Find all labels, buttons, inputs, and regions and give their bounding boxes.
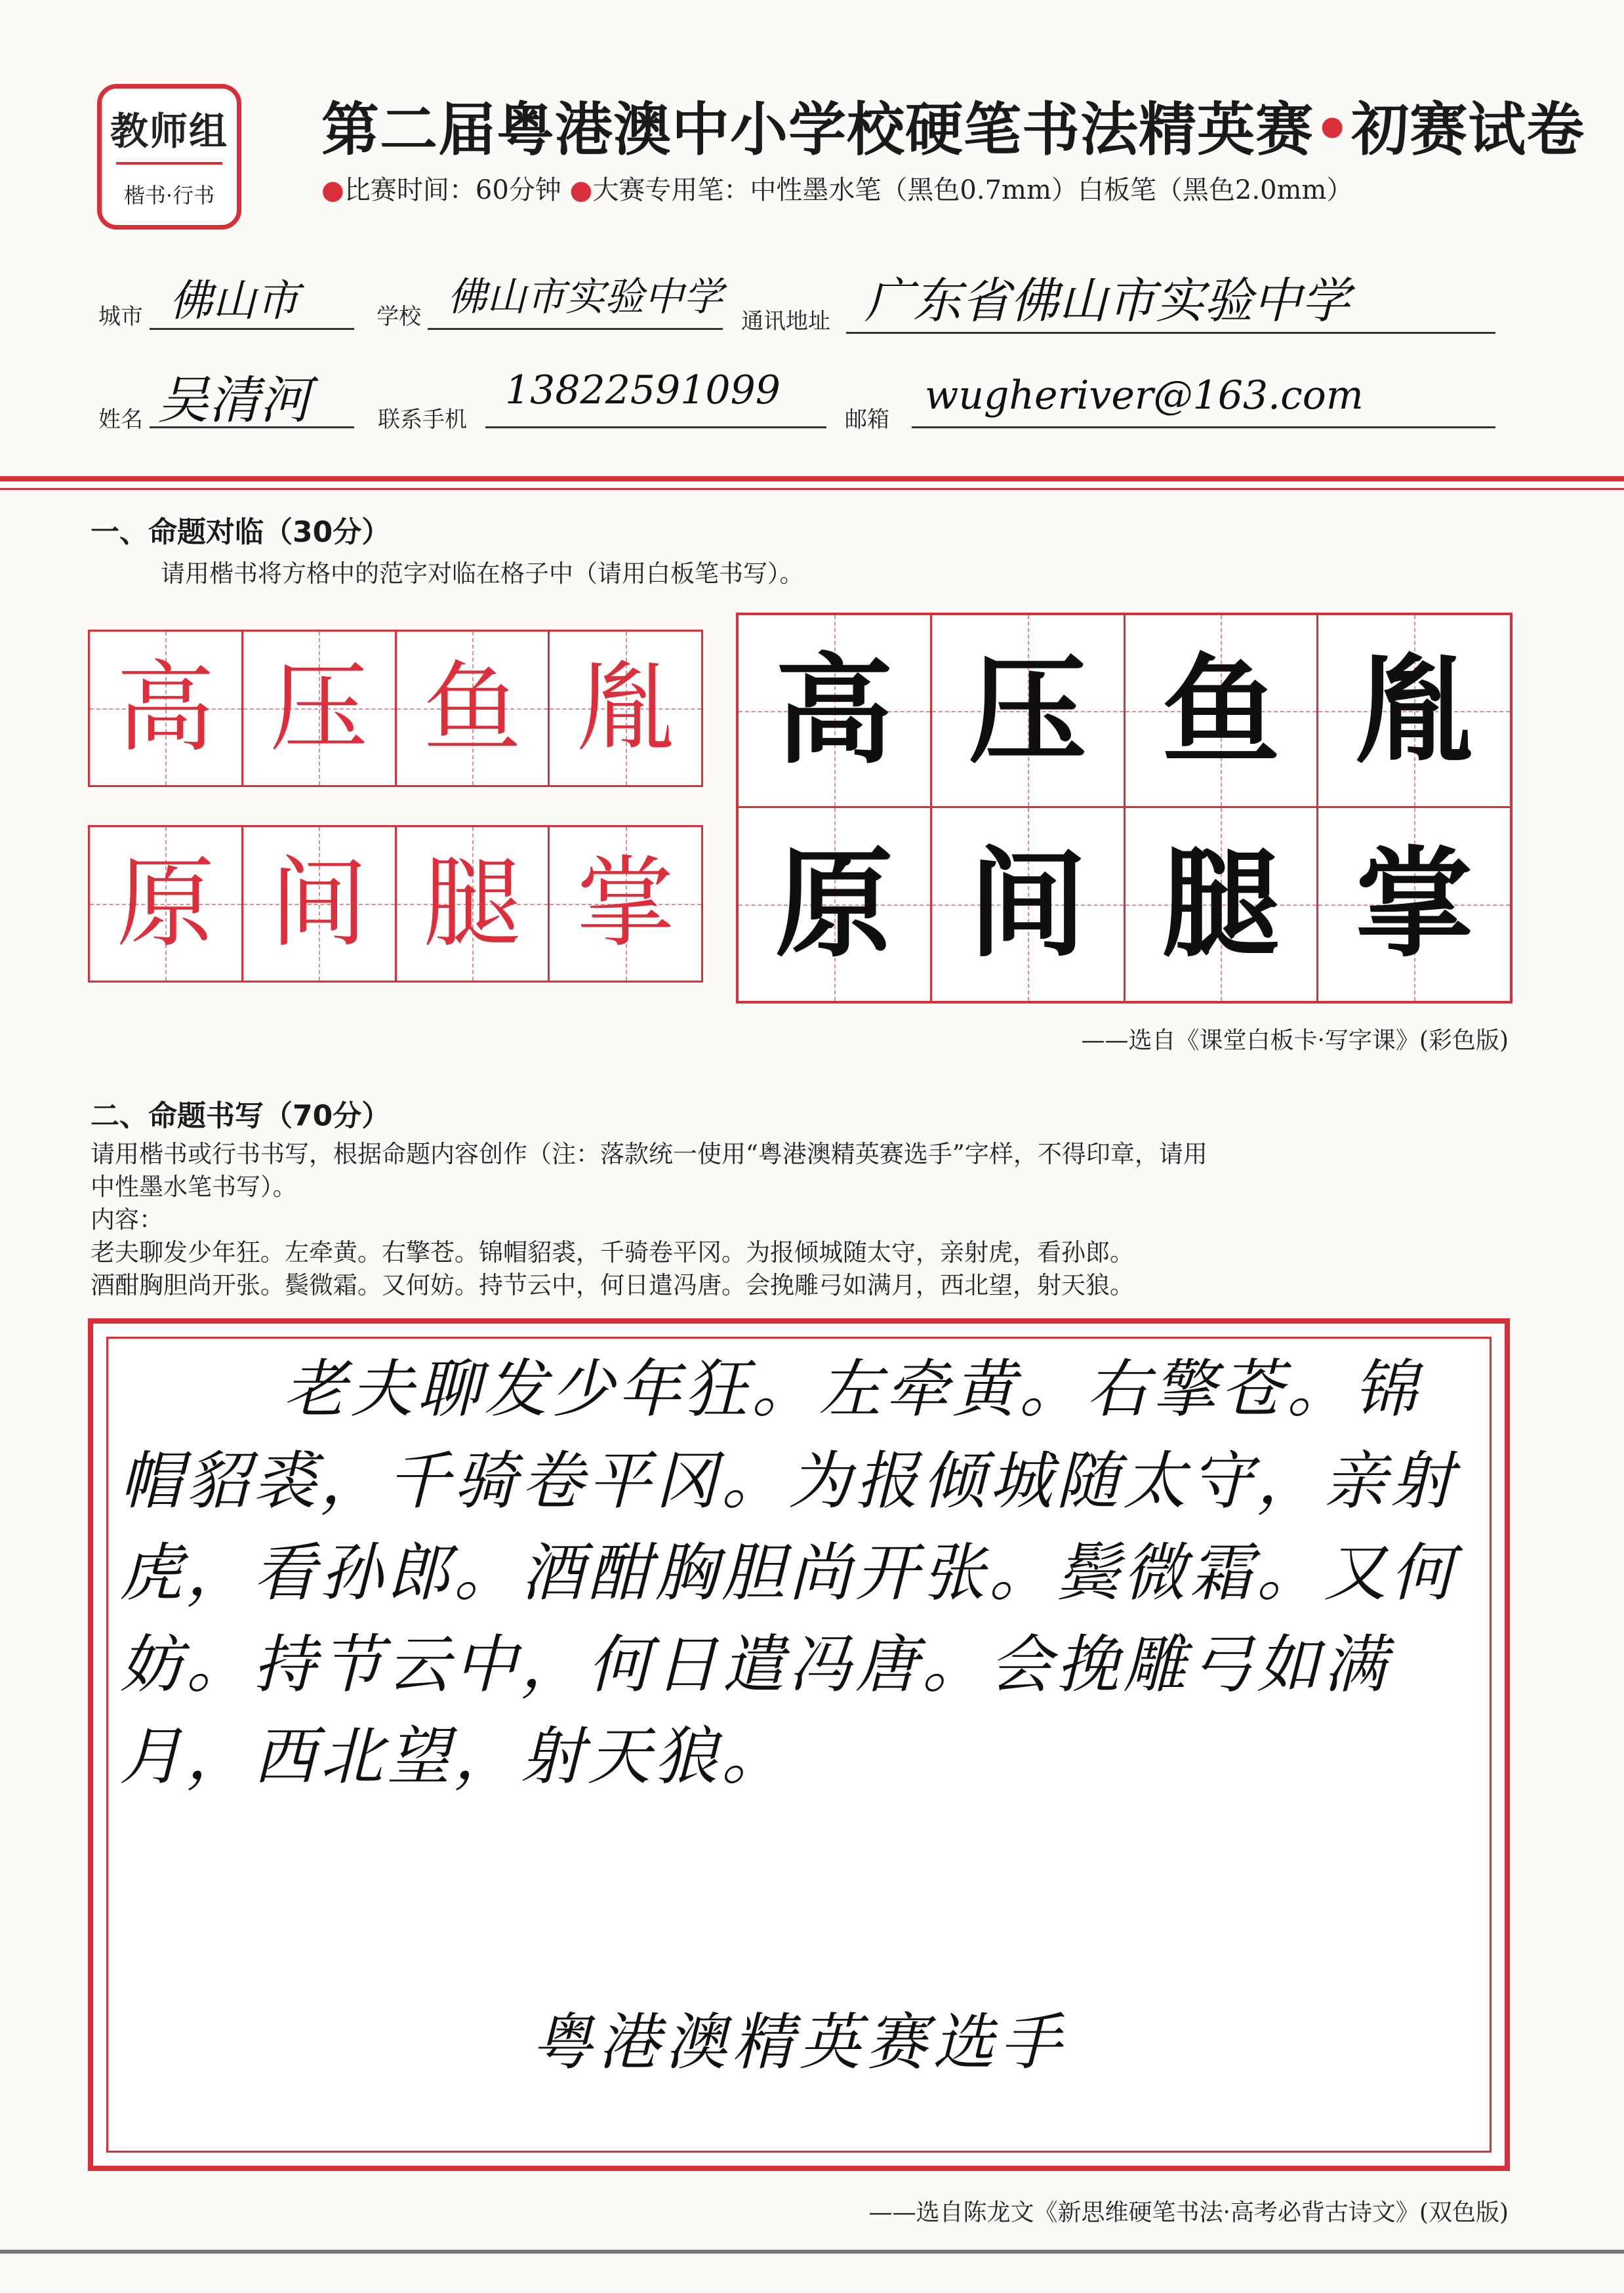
copy-cell[interactable]: [1318, 808, 1510, 1001]
writing-area[interactable]: [88, 1318, 1510, 2171]
model-char: 掌: [576, 847, 675, 961]
school-value[interactable]: 佛山市实验中学: [447, 274, 723, 320]
copy-grid-row1: [739, 615, 1510, 808]
city-label: 城市: [98, 304, 143, 330]
copy-char: 高: [775, 641, 893, 780]
title-tail: 初赛试卷: [1351, 96, 1585, 163]
exam-subtitle: [321, 169, 1515, 209]
email-value[interactable]: wugheriver@163.com: [925, 373, 1364, 418]
badge-subtitle: 楷书·行书: [123, 183, 215, 208]
copy-grid: [736, 613, 1512, 1004]
model-cell: [397, 632, 550, 785]
footer-rule: [0, 2250, 1624, 2254]
copy-cell[interactable]: [1126, 615, 1319, 806]
name-underline: [150, 426, 354, 428]
copy-char: 胤: [1355, 641, 1474, 780]
model-char: 腿: [422, 847, 521, 961]
model-cell: [243, 827, 397, 981]
school-underline: [428, 328, 723, 330]
copy-cell[interactable]: [1318, 615, 1510, 806]
name-value[interactable]: 吴清河: [157, 371, 312, 430]
address-label: 通讯地址: [741, 308, 830, 335]
header-separator: [0, 476, 1624, 481]
exam-time: 比赛时间：60分钟: [344, 175, 561, 205]
instruction-line: 中性墨水笔书写）。: [91, 1173, 297, 1201]
copy-cell[interactable]: [739, 615, 932, 806]
content-label: 内容：: [91, 1206, 163, 1234]
bullet-icon: ●: [321, 175, 344, 205]
copy-char: 腿: [1162, 835, 1280, 973]
content-line: 老夫聊发少年狂。左牵黄。右擎苍。锦帽貂裘，千骑卷平冈。为报倾城随太守，亲射虎，看孙郎。: [91, 1238, 1134, 1267]
copy-char: 掌: [1355, 835, 1474, 973]
model-cell: [397, 827, 550, 981]
badge-divider: [116, 162, 222, 165]
copy-cell[interactable]: [932, 615, 1126, 806]
bullet-icon: ●: [569, 175, 593, 205]
model-char: 高: [116, 651, 215, 765]
model-char: 压: [270, 651, 369, 765]
section2-instructions: [91, 1138, 1533, 1302]
handwritten-poem: 老夫聊发少年狂。左牵黄。右擎苍。锦帽貂裘，千骑卷平冈。为报倾城随太守，亲射虎，看孙郎。酒酣胸胆尚开张。鬓微霜。又何妨。持节云中，何日遣冯唐。会挽雕弓如满月，西北望，射天狼。: [119, 1352, 1457, 1793]
page-title: [321, 84, 1585, 163]
signature: 粤港澳精英赛选手: [531, 2007, 1066, 2079]
instruction-line: 请用楷书或行书书写，根据命题内容创作（注：落款统一使用“粤港澳精英赛选手”字样，不得印章，请用: [91, 1140, 1208, 1168]
model-char: 间: [270, 847, 369, 961]
section1-heading: 一、命题对临（30分）: [91, 516, 391, 549]
copy-char: 鱼: [1162, 641, 1280, 780]
copy-char: 压: [968, 641, 1087, 780]
badge-title: 教师组: [110, 109, 228, 153]
header-separator-thin: [0, 488, 1624, 490]
school-label: 学校: [376, 304, 421, 330]
name-label: 姓名: [98, 407, 143, 433]
model-char: 胤: [576, 651, 675, 765]
content-line: 酒酣胸胆尚开张。鬓微霜。又何妨。持节云中，何日遣冯唐。会挽雕弓如满月，西北望，射天狼。: [91, 1271, 1134, 1299]
model-cell: [550, 827, 701, 981]
phone-underline: [485, 426, 826, 428]
model-cell: [90, 827, 243, 981]
title-main: 第二届粤港澳中小学校硬笔书法精英赛: [321, 96, 1314, 163]
city-underline: [150, 328, 354, 330]
copy-cell[interactable]: [932, 808, 1126, 1001]
copy-char: 原: [775, 835, 893, 973]
model-cell: [550, 632, 701, 785]
model-cell: [243, 632, 397, 785]
section2-heading: 二、命题书写（70分）: [91, 1099, 391, 1133]
city-value[interactable]: 佛山市: [169, 275, 299, 326]
exam-pens: 大赛专用笔：中性墨水笔（黑色0.7mm）白板笔（黑色2.0mm）: [592, 175, 1353, 205]
section1-instruction: 请用楷书将方格中的范字对临在格子中（请用白板笔书写）。: [161, 559, 804, 588]
email-label: 邮箱: [845, 407, 889, 433]
title-dot: •: [1314, 96, 1352, 163]
phone-value[interactable]: 13822591099: [505, 367, 781, 413]
address-value[interactable]: 广东省佛山市实验中学: [864, 273, 1350, 329]
model-grid-row2: [88, 825, 703, 983]
model-char: 鱼: [422, 651, 521, 765]
copy-cell[interactable]: [739, 808, 932, 1001]
copy-cell[interactable]: [1126, 808, 1319, 1001]
model-char: 原: [116, 847, 215, 961]
model-grid-row1: [88, 630, 703, 787]
phone-label: 联系手机: [378, 407, 467, 433]
section1-credit: ——选自《课堂白板卡·写字课》(彩色版): [1081, 1027, 1509, 1054]
email-underline: [912, 426, 1495, 428]
section2-credit: ——选自陈龙文《新思维硬笔书法·高考必背古诗文》(双色版): [868, 2199, 1509, 2226]
copy-grid-row2: [739, 808, 1510, 1001]
address-underline: [846, 332, 1495, 334]
group-badge: [97, 84, 241, 230]
copy-char: 间: [968, 835, 1087, 973]
model-cell: [90, 632, 243, 785]
